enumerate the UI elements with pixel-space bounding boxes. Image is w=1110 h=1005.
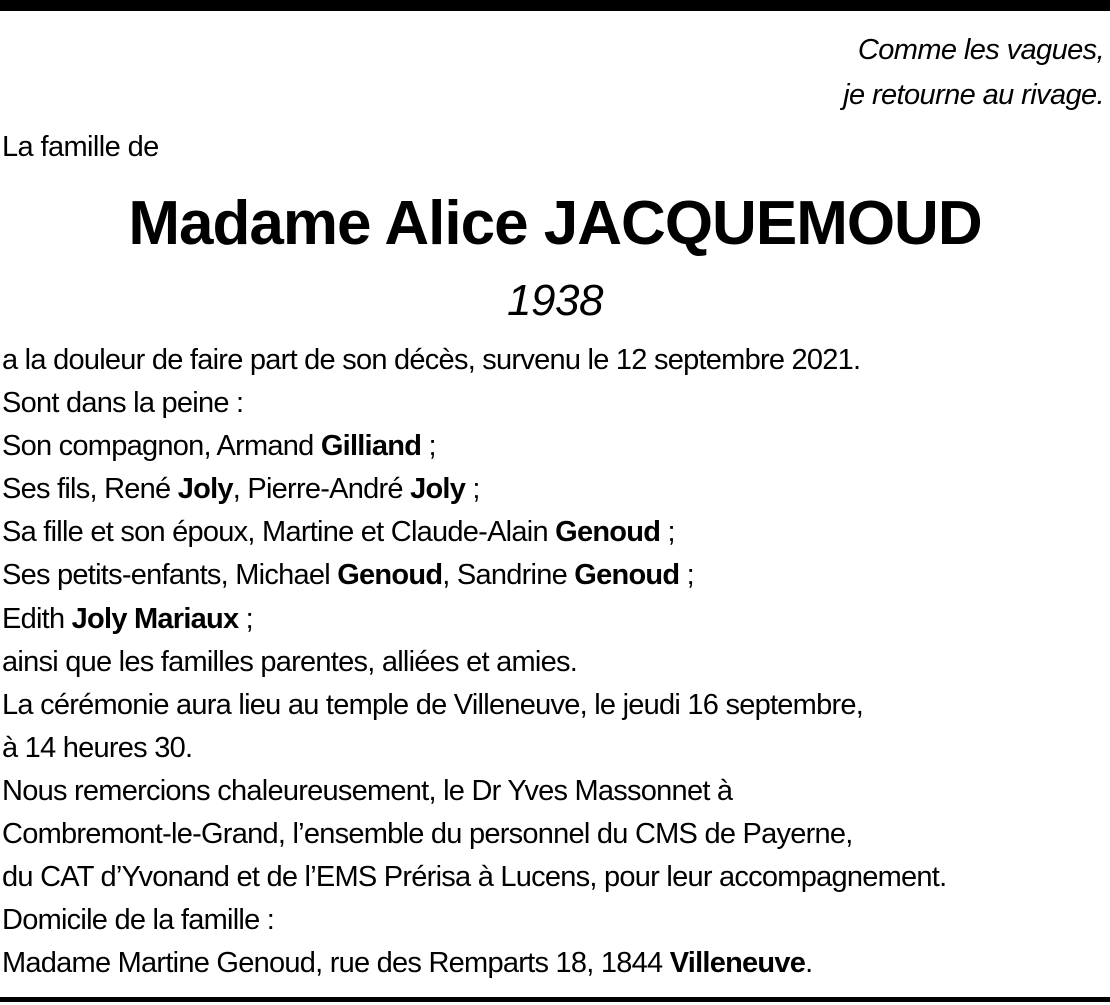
line-text: , Sandrine (442, 559, 575, 592)
announcement-line: La cérémonie aura lieu au temple de Villeneuve, le jeudi 16 septembre, (2, 688, 864, 721)
line-text: , Pierre-André (232, 473, 411, 506)
family-surname: Genoud (555, 516, 661, 549)
family-surname: Joly (177, 473, 233, 506)
family-surname: Genoud (574, 559, 680, 592)
announcement-line (2, 468, 1108, 511)
line-text: ; (465, 473, 480, 506)
announcement-line (2, 511, 1108, 554)
line-text: Ses fils, René (2, 473, 178, 506)
line-text: Son compagnon, Armand (2, 430, 321, 463)
line-text: . (805, 947, 813, 980)
line-text: ; (679, 559, 694, 592)
family-surname: Gilliand (320, 430, 422, 463)
announcement-line: à 14 heures 30. (2, 731, 193, 764)
announcement-line (2, 425, 1108, 468)
line-text: ; (421, 430, 436, 463)
announcement-line (2, 554, 1108, 597)
line-text: Madame Martine Genoud, rue des Remparts 18, 1844 (2, 947, 670, 980)
family-surname: Genoud (337, 559, 443, 592)
line-text: Ses petits-enfants, Michael (2, 559, 338, 592)
intro-text: La famille de (2, 131, 159, 163)
family-surname: Joly Mariaux (71, 602, 239, 635)
deceased-year: 1938 (507, 276, 603, 325)
line-text: Edith (2, 602, 72, 635)
family-surname: Joly (410, 473, 466, 506)
announcement-line: a la douleur de faire part de son décès, survenu le 12 septembre 2021. (2, 344, 861, 376)
epigraph-line-1: Comme les vagues, (857, 34, 1104, 66)
line-text: ; (238, 602, 253, 635)
announcement-line: ainsi que les familles parentes, alliées et amies. (2, 645, 578, 678)
announcement-line: Domicile de la famille : (2, 904, 275, 937)
announcement-line (2, 598, 1108, 641)
announcement-line: Sont dans la peine : (2, 387, 244, 420)
announcement-line (2, 942, 1108, 985)
deceased-name: Madame Alice JACQUEMOUD (128, 189, 982, 258)
epigraph-line-2: je retourne au rivage. (843, 79, 1104, 111)
announcement-line: du CAT d’Yvonand et de l’EMS Prérisa à Lucens, pour leur accompagnement. (2, 861, 947, 894)
announcement-body (2, 339, 1108, 985)
epigraph (404, 28, 1104, 118)
top-rule (0, 0, 1110, 11)
announcement-line: Nous remercions chaleureusement, le Dr Yves Massonnet à (2, 774, 733, 807)
line-text: ; (660, 516, 675, 549)
address-town: Villeneuve (669, 947, 806, 980)
announcement-line: Combremont-le-Grand, l’ensemble du personnel du CMS de Payerne, (2, 818, 853, 851)
bottom-rule (0, 997, 1110, 1002)
line-text: Sa fille et son époux, Martine et Claude-Alain (2, 516, 556, 549)
